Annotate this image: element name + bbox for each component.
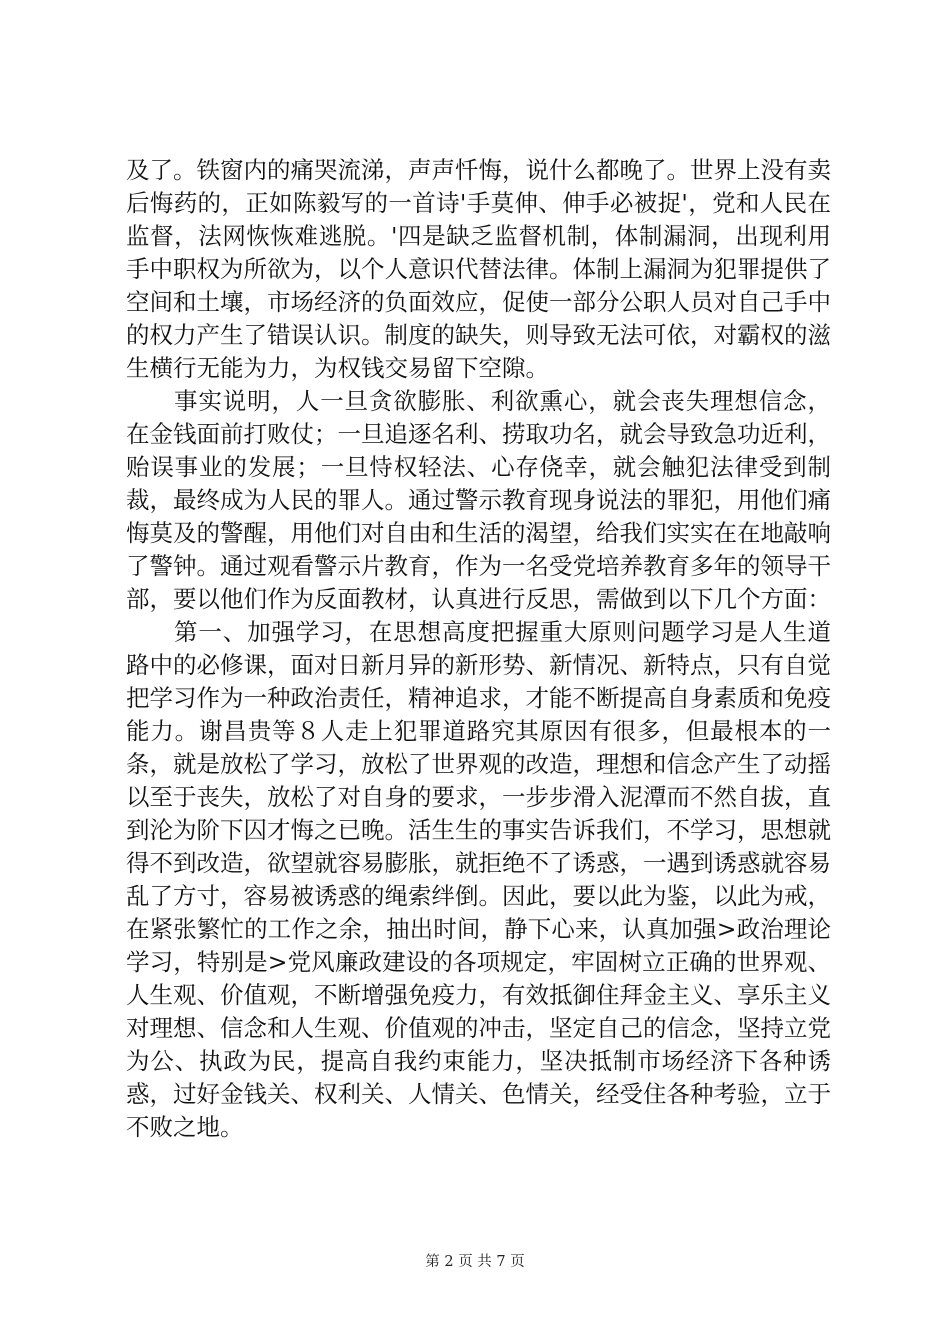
paragraph-first-point: 第一、加强学习，在思想高度把握重大原则问题学习是人生道路中的必修课，面对日新月异的新形势、新情况、新特点，只有自觉把学习作为一种政治责任，精神追求，才能不断提高自身素质和免疫能力。谢昌贵等８人走上犯罪道路究其原因有很多，但最根本的一条，就是放松了学习，放松了世界观的改造，理想和信念产生了动摇以至于丧失，放松了对自身的要求，一步步滑入泥潭而不然自拔，直到沦为阶下囚才悔之已晚。活生生的事实告诉我们，不学习，思想就得不到改造，欲望就容易膨胀，就拒绝不了诱惑，一遇到诱惑就容易乱了方寸，容易被诱惑的绳索绊倒。因此，要以此为鉴，以此为戒，在紧张繁忙的工作之余，抽出时间，静下心来，认真加强>政治理论学习，特别是>党风廉政建设的各项规定，牢固树立正确的世界观、人生观、价值观，不断增强免疫力，有效抵御住拜金主义、享乐主义对理想、信念和人生观、价值观的冲击，坚定自己的信念，坚持立党为公、执政为民，提高自我约束能力，坚决抵制市场经济下各种诱惑，过好金钱关、权利关、人情关、色情关，经受住各种考验，立于不败之地。 — [126, 618, 831, 1141]
page-number-footer: 第 2 页 共 7 页 — [425, 1254, 525, 1270]
paragraph-continuation: 及了。铁窗内的痛哭流涕，声声忏悔，说什么都晚了。世界上没有卖后悔药的，正如陈毅写的一首诗'手莫伸、伸手必被捉'，党和人民在监督，法网恢恢难逃脱。'四是缺乏监督机制，体制漏洞，出现利用手中职权为所欲为，以个人意识代替法律。体制上漏洞为犯罪提供了空间和土壤，市场经济的负面效应，促使一部分公职人员对自己手中的权力产生了错误认识。制度的缺失，则导致无法可依，对霸权的滋生横行无能为力，为权钱交易留下空隙。 — [126, 156, 831, 382]
document-body — [126, 154, 831, 1144]
paragraph-facts: 事实说明，人一旦贪欲膨胀、利欲熏心，就会丧失理想信念，在金钱面前打败仗；一旦追逐名利、捞取功名，就会导致急功近利，贻误事业的发展；一旦恃权轻法、心存侥幸，就会触犯法律受到制裁，最终成为人民的罪人。通过警示教育现身说法的罪犯，用他们痛悔莫及的警醒，用他们对自由和生活的渴望，给我们实实在在地敲响了警钟。通过观看警示片教育，作为一名受党培养教育多年的领导干部，要以他们作为反面教材，认真进行反思，需做到以下几个方面： — [126, 387, 831, 613]
